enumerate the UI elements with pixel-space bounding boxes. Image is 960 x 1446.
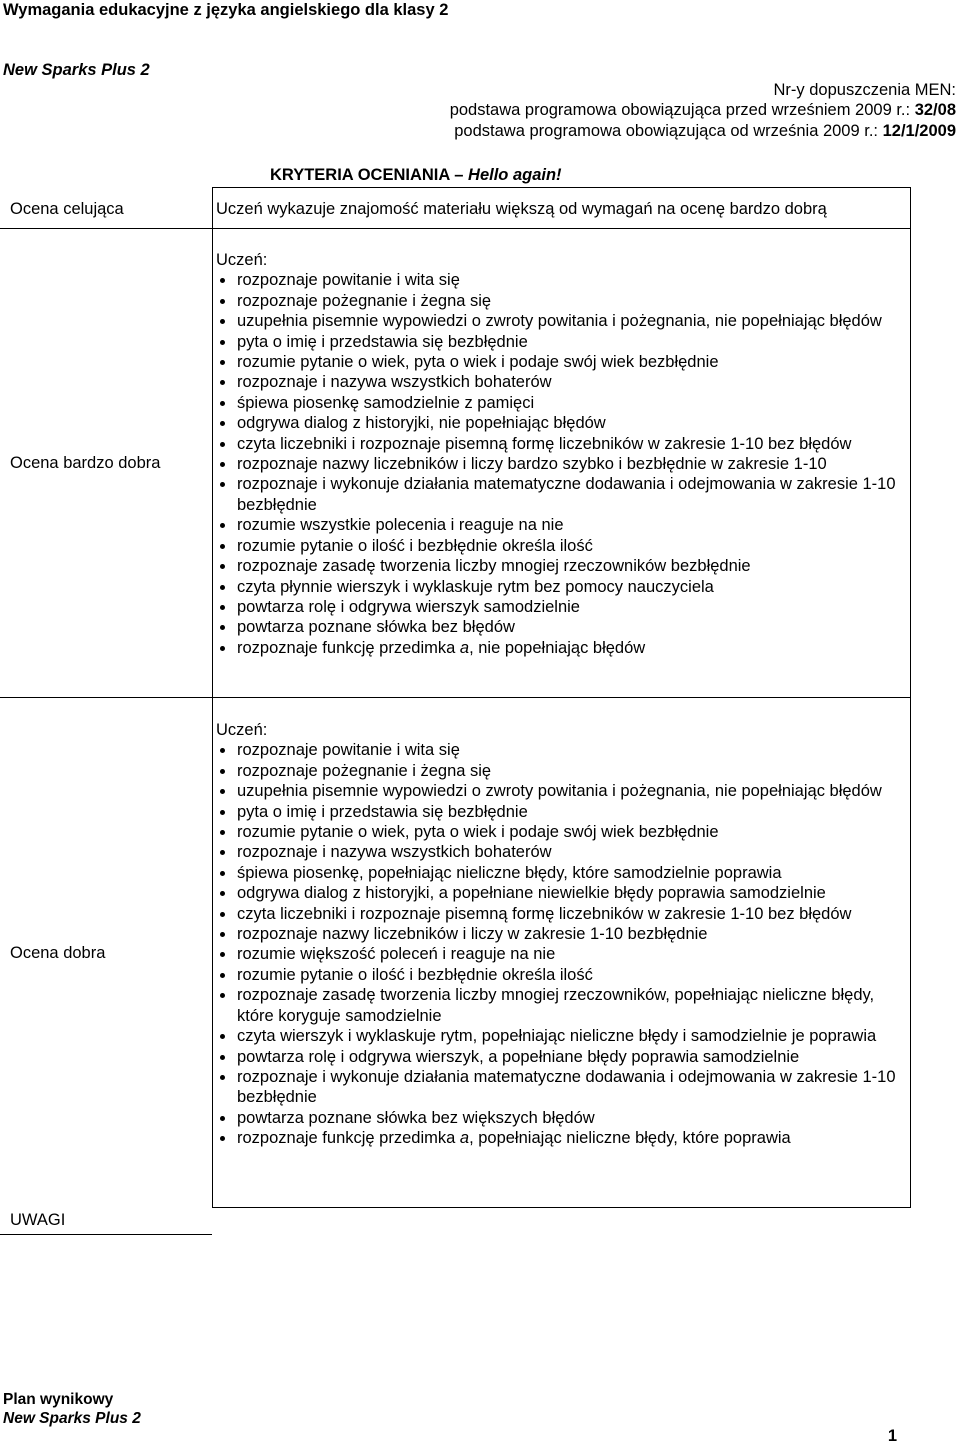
list-item: rozumie pytanie o ilość i bezbłędnie określa ilość	[216, 965, 906, 985]
list-item: rozpoznaje i wykonuje działania matematyczne dodawania i odejmowania w zakresie 1-10 bezbłędnie	[216, 474, 906, 515]
list-item: rozpoznaje powitanie i wita się	[216, 740, 906, 760]
list-item: rozpoznaje funkcję przedimka a, nie popełniając błędów	[216, 638, 906, 658]
list-item: powtarza poznane słówka bez błędów	[216, 617, 906, 637]
list-item: rozumie pytanie o ilość i bezbłędnie określa ilość	[216, 536, 906, 556]
list-item: powtarza rolę i odgrywa wierszyk samodzielnie	[216, 597, 906, 617]
list-item: rozpoznaje i nazywa wszystkich bohaterów	[216, 372, 906, 392]
footer-series-title: New Sparks Plus 2	[3, 1410, 141, 1427]
approval-before-text: podstawa programowa obowiązująca przed wrześniem 2009 r.:	[449, 101, 911, 120]
list-item: rozpoznaje i wykonuje działania matematyczne dodawania i odejmowania w zakresie 1-10 bezbłędnie	[216, 1067, 906, 1108]
table-border	[0, 697, 911, 698]
list-item: czyta płynnie wierszyk i wyklaskuje rytm bez pomocy nauczyciela	[216, 577, 906, 597]
grade-label-dobra: Ocena dobra	[10, 944, 106, 962]
grade-label-bardzo-dobra: Ocena bardzo dobra	[10, 454, 161, 472]
list-item: śpiewa piosenkę samodzielnie z pamięci	[216, 393, 906, 413]
document-title: Wymagania edukacyjne z języka angielskiego dla klasy 2	[3, 1, 449, 19]
series-title: New Sparks Plus 2	[3, 61, 150, 79]
table-border	[0, 1234, 212, 1235]
list-item: rozpoznaje pożegnanie i żegna się	[216, 761, 906, 781]
approval-numbers	[450, 80, 956, 141]
list-item: śpiewa piosenkę, popełniając nieliczne błędy, które samodzielnie poprawia	[216, 863, 906, 883]
list-item: rozpoznaje pożegnanie i żegna się	[216, 291, 906, 311]
list-item: powtarza rolę i odgrywa wierszyk, a popełniane błędy poprawia samodzielnie	[216, 1047, 906, 1067]
list-item: rozpoznaje nazwy liczebników i liczy bardzo szybko i bezbłędnie w zakresie 1-10	[216, 454, 906, 474]
list-item: rozumie wszystkie polecenia i reaguje na nie	[216, 515, 906, 535]
remarks-label: UWAGI	[10, 1211, 66, 1229]
grade-label-celujaca: Ocena celująca	[10, 200, 124, 218]
approval-before-line	[450, 100, 956, 120]
list-item: uzupełnia pisemnie wypowiedzi o zwroty powitania i pożegnania, nie popełniając błędów	[216, 311, 906, 331]
approval-before-number: 32/08	[914, 101, 956, 120]
requirements-intro: Uczeń:	[216, 251, 268, 269]
grade-description-celujaca: Uczeń wykazuje znajomość materiału większą od wymagań na ocenę bardzo dobrą	[216, 200, 827, 218]
requirements-list	[216, 740, 906, 1148]
list-item: czyta liczebniki i rozpoznaje pisemną formę liczebników w zakresie 1-10 bez błędów	[216, 434, 906, 454]
criteria-heading	[270, 166, 562, 185]
requirements-dobra	[216, 720, 906, 1149]
table-border	[0, 228, 911, 229]
approval-label: Nr-y dopuszczenia MEN:	[773, 81, 956, 99]
list-item: rozpoznaje i nazywa wszystkich bohaterów	[216, 842, 906, 862]
table-border	[212, 187, 911, 188]
list-item: rozpoznaje nazwy liczebników i liczy w zakresie 1-10 bezbłędnie	[216, 924, 906, 944]
list-item: rozumie większość poleceń i reaguje na nie	[216, 944, 906, 964]
footer	[3, 1390, 141, 1428]
requirements-bardzo-dobra	[216, 250, 906, 658]
table-border	[212, 1207, 911, 1208]
requirements-intro: Uczeń:	[216, 721, 268, 739]
list-item: rozumie pytanie o wiek, pyta o wiek i podaje swój wiek bezbłędnie	[216, 352, 906, 372]
table-border	[212, 187, 213, 1207]
approval-after-number: 12/1/2009	[882, 121, 956, 140]
list-item: rozpoznaje zasadę tworzenia liczby mnogiej rzeczowników, popełniając nieliczne błędy, które koryguje samodzielnie	[216, 985, 906, 1026]
footer-plan-label: Plan wynikowy	[3, 1391, 114, 1408]
requirements-list	[216, 270, 906, 658]
list-item: rozpoznaje powitanie i wita się	[216, 270, 906, 290]
list-item: uzupełnia pisemnie wypowiedzi o zwroty powitania i pożegnania, nie popełniając błędów	[216, 781, 906, 801]
criteria-unit-title: Hello again!	[468, 166, 562, 184]
list-item: czyta wierszyk i wyklaskuje rytm, popełniając nieliczne błędy i samodzielnie je poprawia	[216, 1026, 906, 1046]
table-border	[910, 187, 911, 1208]
list-item: pyta o imię i przedstawia się bezbłędnie	[216, 332, 906, 352]
list-item: rozpoznaje funkcję przedimka a, popełniając nieliczne błędy, które poprawia	[216, 1128, 906, 1148]
list-item: odgrywa dialog z historyjki, nie popełniając błędów	[216, 413, 906, 433]
list-item: rozumie pytanie o wiek, pyta o wiek i podaje swój wiek bezbłędnie	[216, 822, 906, 842]
list-item: powtarza poznane słówka bez większych błędów	[216, 1108, 906, 1128]
approval-after-line	[450, 121, 956, 141]
approval-after-text: podstawa programowa obowiązująca od września 2009 r.:	[454, 121, 878, 140]
list-item: odgrywa dialog z historyjki, a popełniane niewielkie błędy poprawia samodzielnie	[216, 883, 906, 903]
list-item: czyta liczebniki i rozpoznaje pisemną formę liczebników w zakresie 1-10 bez błędów	[216, 904, 906, 924]
criteria-label: KRYTERIA OCENIANIA –	[270, 166, 464, 184]
list-item: pyta o imię i przedstawia się bezbłędnie	[216, 802, 906, 822]
list-item: rozpoznaje zasadę tworzenia liczby mnogiej rzeczowników bezbłędnie	[216, 556, 906, 576]
page-number: 1	[887, 1427, 897, 1445]
